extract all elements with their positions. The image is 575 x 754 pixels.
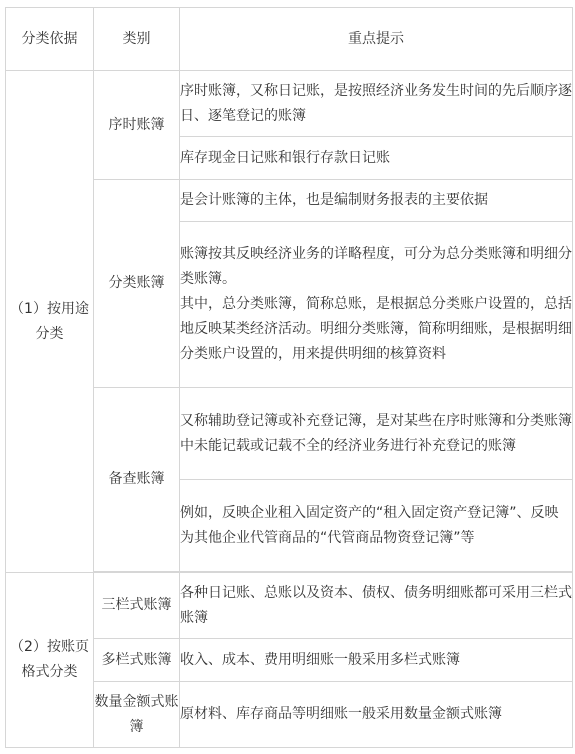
tip-cell: 原材料、库存商品等明细账一般采用数量金额式账簿 [180,682,573,748]
type-cell-three-column: 三栏式账簿 [94,573,180,639]
type-cell-ledger: 分类账簿 [94,180,180,388]
header-tips: 重点提示 [180,8,573,71]
type-cell-memo: 备查账簿 [94,388,180,572]
tip-cell: 各种日记账、总账以及资本、债权、债务明细账都可采用三栏式账簿 [180,573,573,639]
header-row [6,8,573,71]
tip-cell [180,222,573,388]
basis-cell-purpose: （1）按用途分类 [6,71,94,573]
header-basis: 分类依据 [6,8,94,71]
type-cell-journal: 序时账簿 [94,71,180,180]
type-cell-quantity-amount: 数量金额式账簿 [94,682,180,748]
table-row [6,71,573,137]
account-book-classification-table [5,7,573,748]
tip-cell: 序时账簿，又称日记账，是按照经济业务发生时间的先后顺序逐日、逐笔登记的账簿 [180,71,573,137]
basis-cell-format: （2）按账页格式分类 [6,573,94,748]
type-cell-multi-column: 多栏式账簿 [94,639,180,682]
tip-cell: 收入、成本、费用明细账一般采用多栏式账簿 [180,639,573,682]
tip-cell: 是会计账簿的主体，也是编制财务报表的主要依据 [180,180,573,222]
tip-paragraph: 其中，总分类账簿，简称总账，是根据总分类账户设置的，总括地反映某类经济活动。明细分类账簿，简称明细账，是根据明细分类账户设置的，用来提供明细的核算资料 [180,296,572,362]
tip-cell: 例如，反映企业租入固定资产的“租入固定资产登记簿”、反映为其他企业代管商品的“代管商品物资登记簿”等 [180,480,573,572]
header-type: 类别 [94,8,180,71]
tip-paragraph: 账簿按其反映经济业务的详略程度，可分为总分类账簿和明细分类账簿。 [180,246,572,287]
tip-cell: 又称辅助登记簿或补充登记簿，是对某些在序时账簿和分类账簿中未能记载或记载不全的经济业务进行补充登记的账簿 [180,388,573,480]
table-row [6,573,573,639]
tip-cell: 库存现金日记账和银行存款日记账 [180,137,573,180]
